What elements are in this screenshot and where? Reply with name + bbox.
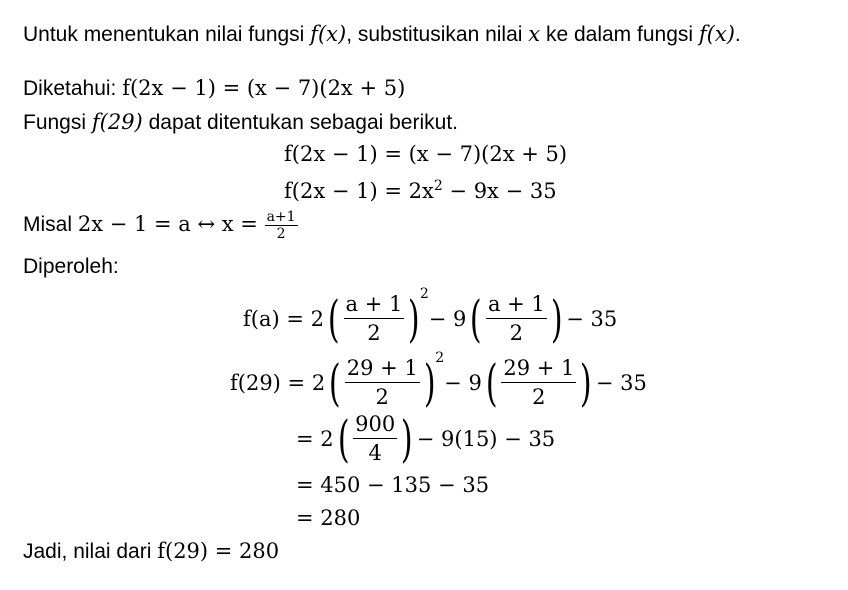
step-f29-num: 29 + 1 <box>345 354 420 383</box>
step-fa-den-2: 2 <box>509 321 524 345</box>
step-fa-lhs: f(a) = 2 <box>243 306 324 331</box>
right-paren-icon: ) <box>401 409 413 468</box>
substitution-frac-num: a+1 <box>266 208 296 225</box>
right-paren-icon: ) <box>408 289 420 348</box>
step-fa-den: 2 <box>367 321 381 345</box>
step-3 <box>296 410 555 467</box>
method-line <box>23 109 458 136</box>
substitution-line <box>23 204 298 245</box>
intro-text-c: ke dalam fungsi <box>540 23 699 46</box>
substitution-fraction <box>265 209 298 242</box>
step-f29-exp: 2 <box>435 350 445 366</box>
step-3-lhs: = 2 <box>296 426 334 451</box>
step-fa-exp: 2 <box>419 286 429 302</box>
step-fa-frac <box>344 290 405 347</box>
derivation-line-2-left: f(2x − 1) = 2x <box>284 179 434 203</box>
intro-math-a: f(x) <box>310 22 347 46</box>
conclusion-line <box>23 538 279 565</box>
left-paren-icon: ( <box>327 289 340 348</box>
given-expr: f(2x − 1) = (x − 7)(2x + 5) <box>122 76 406 100</box>
step-f29-den-2: 2 <box>532 385 546 409</box>
intro-math-b: x <box>528 22 541 46</box>
intro-text-a: Untuk menentukan nilai fungsi <box>23 23 311 46</box>
result-label: Diperoleh: <box>23 255 119 278</box>
step-f29-tail: − 35 <box>595 370 647 395</box>
left-paren-icon: ( <box>337 409 350 468</box>
intro-text-b: , substitusikan nilai <box>346 23 529 46</box>
given-label: Diketahui: <box>23 77 123 100</box>
left-paren-icon: ( <box>329 353 341 412</box>
step-f29-den: 2 <box>375 385 389 409</box>
substitution-expr: 2x − 1 = a ↔ x = <box>77 212 265 236</box>
method-text-b: dapat ditentukan sebagai berikut. <box>142 111 458 134</box>
intro-math-c: f(x) <box>698 22 735 46</box>
intro-text-d: . <box>734 23 741 46</box>
method-math: f(29) <box>91 110 143 134</box>
right-paren-icon: ) <box>580 353 592 412</box>
step-fa-mid: − 9 <box>428 306 467 331</box>
step-fa-tail: − 35 <box>566 306 618 331</box>
derivation-line-2-exp: 2 <box>433 178 443 194</box>
derivation-line-1: f(2x − 1) = (x − 7)(2x + 5) <box>284 142 568 166</box>
step-f29-mid: − 9 <box>444 370 482 395</box>
right-paren-icon: ) <box>423 353 436 412</box>
intro-line <box>23 21 741 48</box>
derivation-line-2-right: − 9x − 35 <box>442 179 557 203</box>
step-3-frac <box>353 410 397 467</box>
step-3-num: 900 <box>353 410 397 439</box>
step-fa-num-2: a + 1 <box>486 290 547 319</box>
substitution-label: Misal <box>23 213 78 236</box>
given-line <box>23 75 405 102</box>
step-3-den: 4 <box>368 441 382 465</box>
step-f29-frac-2 <box>501 354 576 411</box>
step-5: = 280 <box>296 506 361 530</box>
derivation-line-2 <box>284 173 557 204</box>
method-text-a: Fungsi <box>23 111 92 134</box>
left-paren-icon: ( <box>485 353 498 412</box>
step-4: = 450 − 135 − 35 <box>296 473 490 497</box>
step-fa <box>243 286 617 347</box>
step-fa-num: a + 1 <box>344 290 405 319</box>
substitution-frac-den: 2 <box>276 225 286 242</box>
step-f29 <box>230 350 647 411</box>
step-f29-num-2: 29 + 1 <box>501 354 576 383</box>
right-paren-icon: ) <box>550 289 563 348</box>
left-paren-icon: ( <box>470 289 483 348</box>
step-f29-lhs: f(29) = 2 <box>230 370 326 395</box>
conclusion-math: f(29) = 280 <box>157 539 280 563</box>
conclusion-text: Jadi, nilai dari <box>23 540 158 563</box>
step-3-tail: − 9(15) − 35 <box>416 426 556 451</box>
step-f29-frac <box>345 354 420 411</box>
step-fa-frac-2 <box>486 290 547 347</box>
